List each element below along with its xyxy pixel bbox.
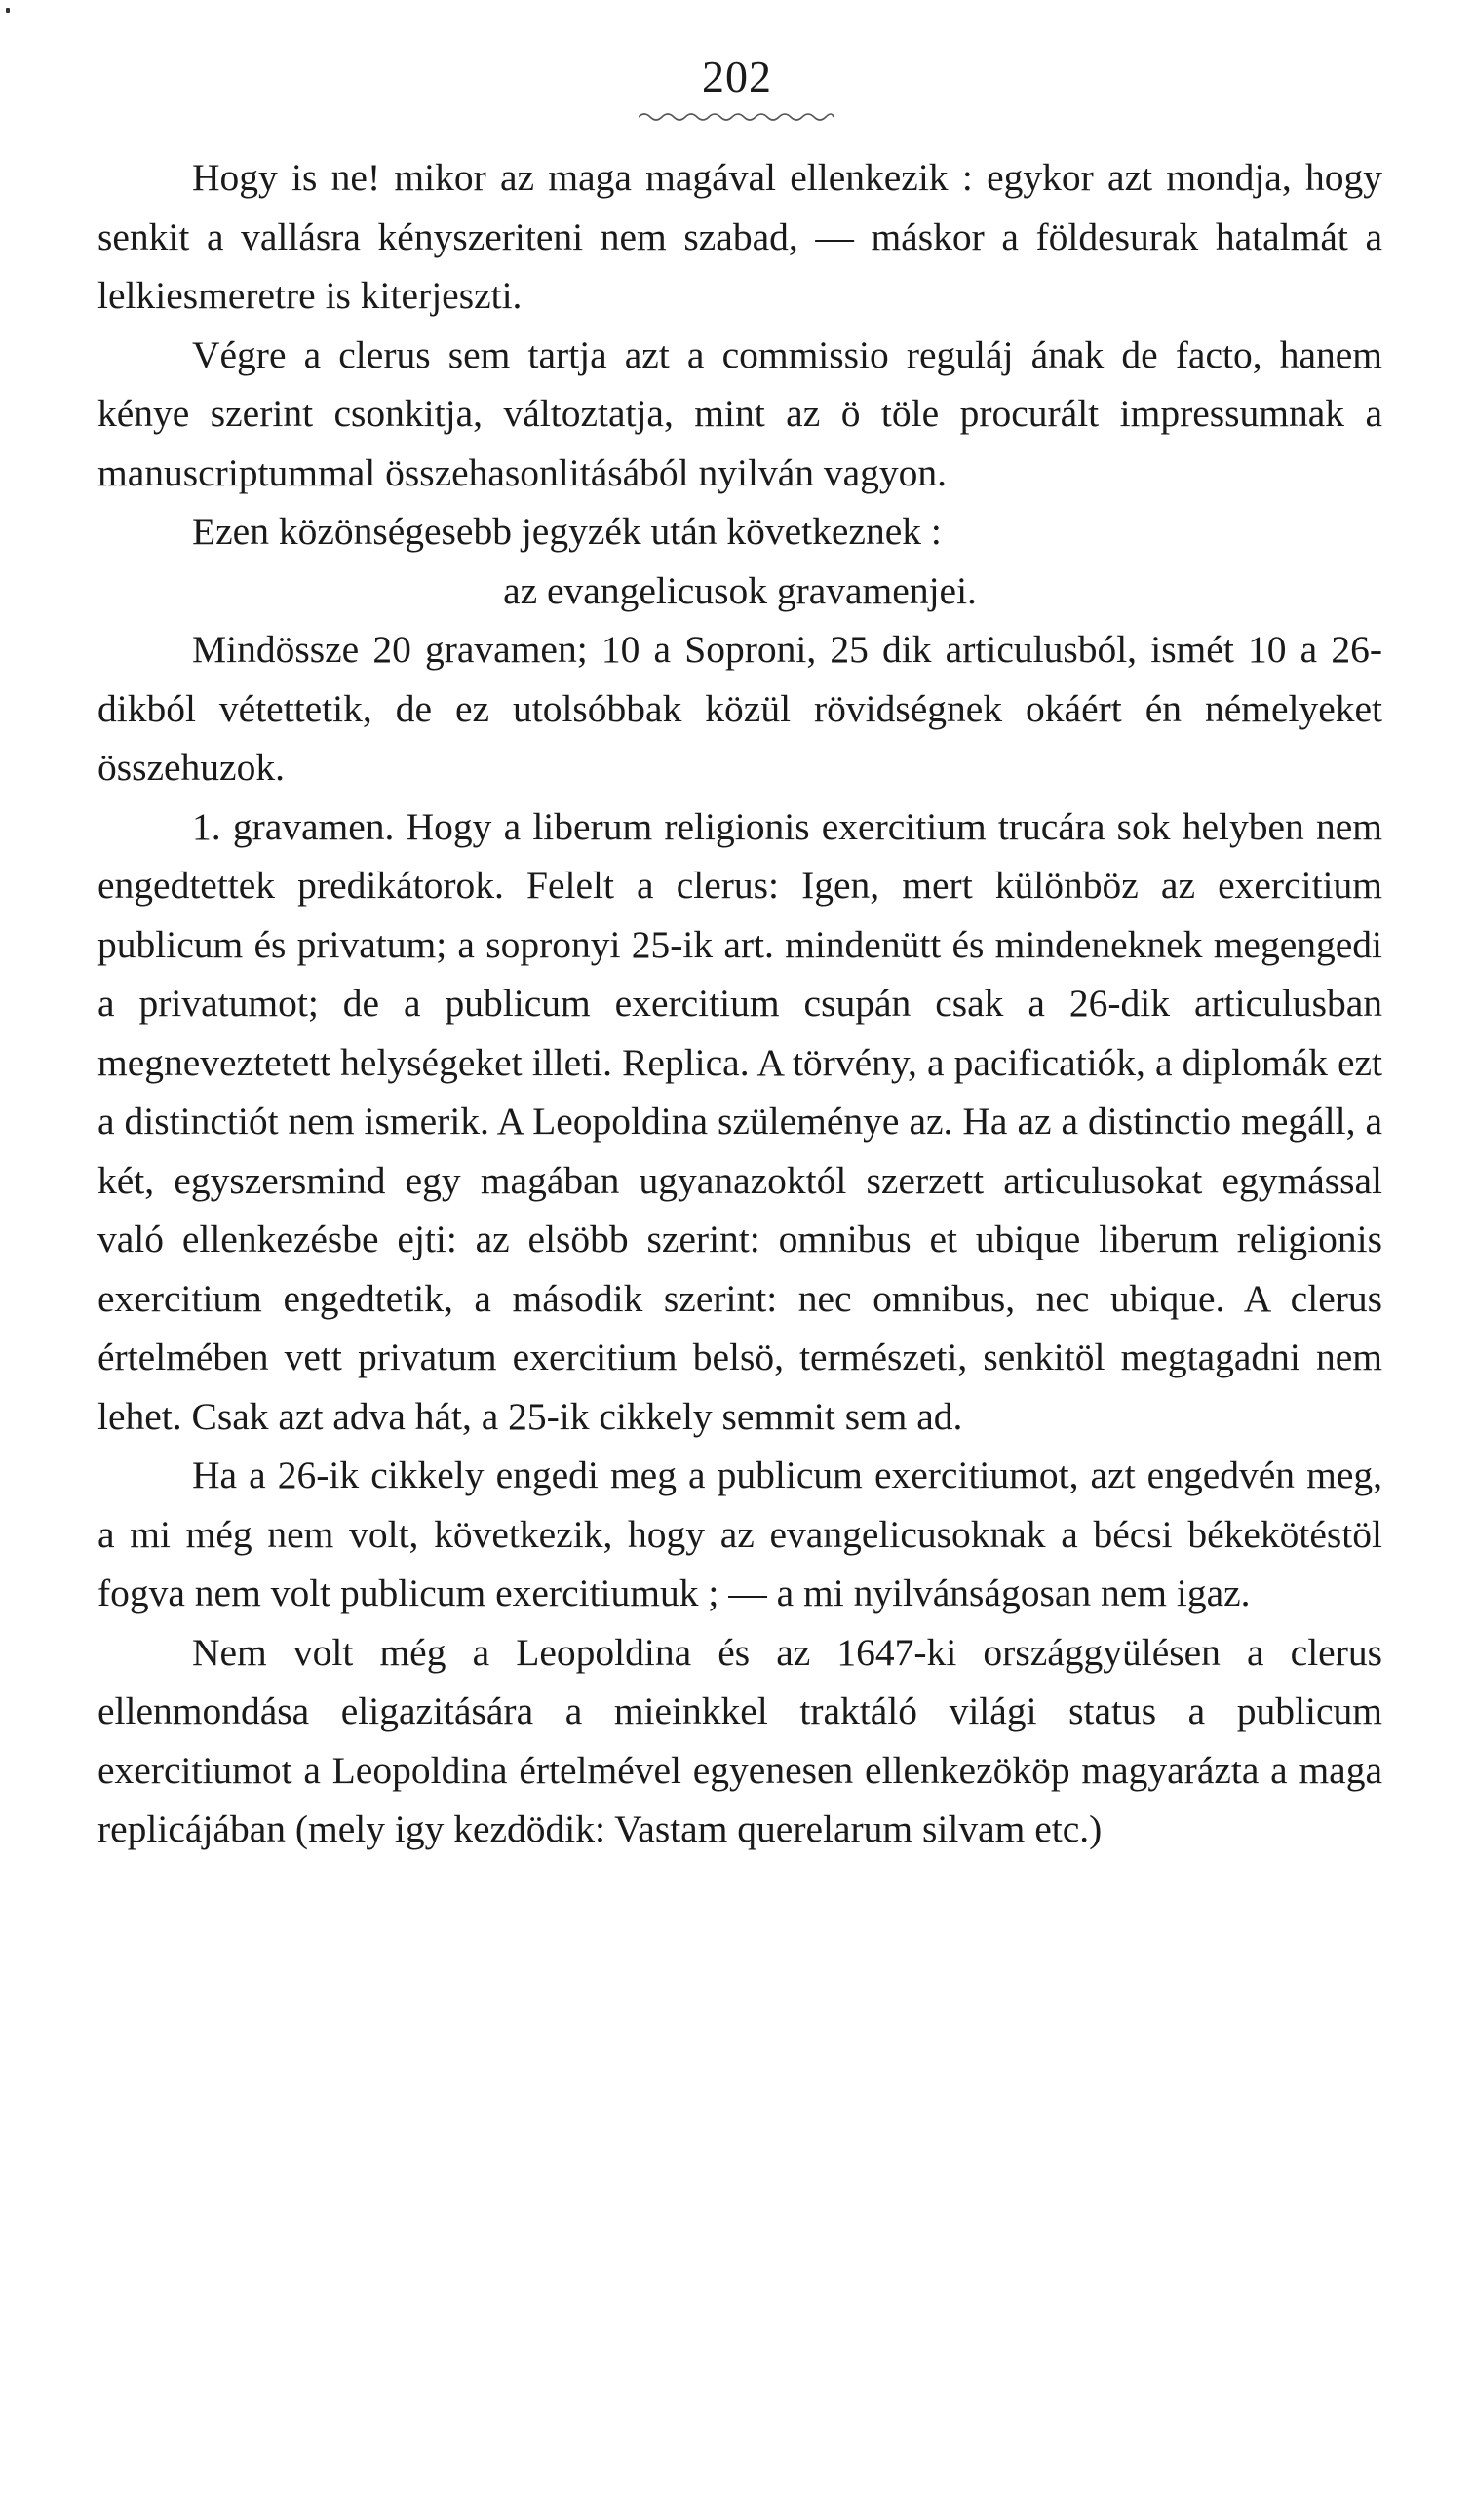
paragraph: Mindössze 20 gravamen; 10 a Soproni, 25 dik articulusból, ismét 10 a 26-dikból vétettetik, de ez utolsóbbak közül rövidségnek okáért én némelyeket összehuzok. [97,628,1382,789]
section-heading: az evangelicusok gravamenjei. [503,568,977,612]
paragraph: Hogy is ne! mikor az maga magával ellenkezik : egykor azt mondja, hogy senkit a vallásra kényszeriteni nem szabad, — máskor a földesurak hatalmát a lelkiesmeretre is kiterjeszti. [97,156,1382,317]
page-number: 202 [702,52,772,101]
body-text [97,148,1382,1859]
paragraph: Ezen közönségesebb jegyzék után következnek : [192,510,942,553]
wavy-rule-ornament [639,109,834,125]
paragraph: Nem volt még a Leopoldina és az 1647-ki országgyülésen a clerus ellenmondása eligazitására a mieinkkel traktáló világi status a publicum exercitiumot a Leopoldina értelmével egyenesen ellenkezököp magyarázta a maga replicájában (mely igy kezdödik: Vastam querelarum silvam etc.) [97,1630,1382,1850]
paragraph: 1. gravamen. Hogy a liberum religionis exercitium trucára sok helyben nem engedtettek predikátorok. Felelt a clerus: Igen, mert különböz az exercitium publicum és privatum; a sopronyi 25-ik art. mindenütt és mindeneknek megengedi a privatumot; de a publicum exercitium csupán csak a 26-dik articulusban megneveztetett helységeket illeti. Replica. A törvény, a pacificatiók, a diplomák ezt a distinctiót nem ismerik. A Leopoldina szüleménye az. Ha az a distinctio megáll, a két, egyszersmind egy magában ugyanazoktól szerzett articulusokat egymással való ellenkezésbe ejti: az elsöbb szerint: omnibus et ubique liberum religionis exercitium engedtetik, a második szerint: nec omnibus, nec ubique. A clerus értelmében vett privatum exercitium belsö, természeti, senkitöl megtagadni nem lehet. Csak azt adva hát, a 25-ik cikkely semmit sem ad. [97,804,1382,1438]
stray-ink-mark [6,8,10,13]
paragraph: Ha a 26-ik cikkely engedi meg a publicum exercitiumot, azt engedvén meg, a mi még nem volt, következik, hogy az evangelicusoknak a bécsi békekötéstöl fogva nem volt publicum exercitiumuk ; — a mi nyilvánságosan nem igaz. [97,1454,1382,1614]
paragraph: Végre a clerus sem tartja azt a commissio reguláj ának de facto, hanem kénye szerint csonkitja, változtatja, mint az ö töle procurált impressumnak a manuscriptummal összehasonlitásából nyilván vagyon. [97,332,1382,494]
